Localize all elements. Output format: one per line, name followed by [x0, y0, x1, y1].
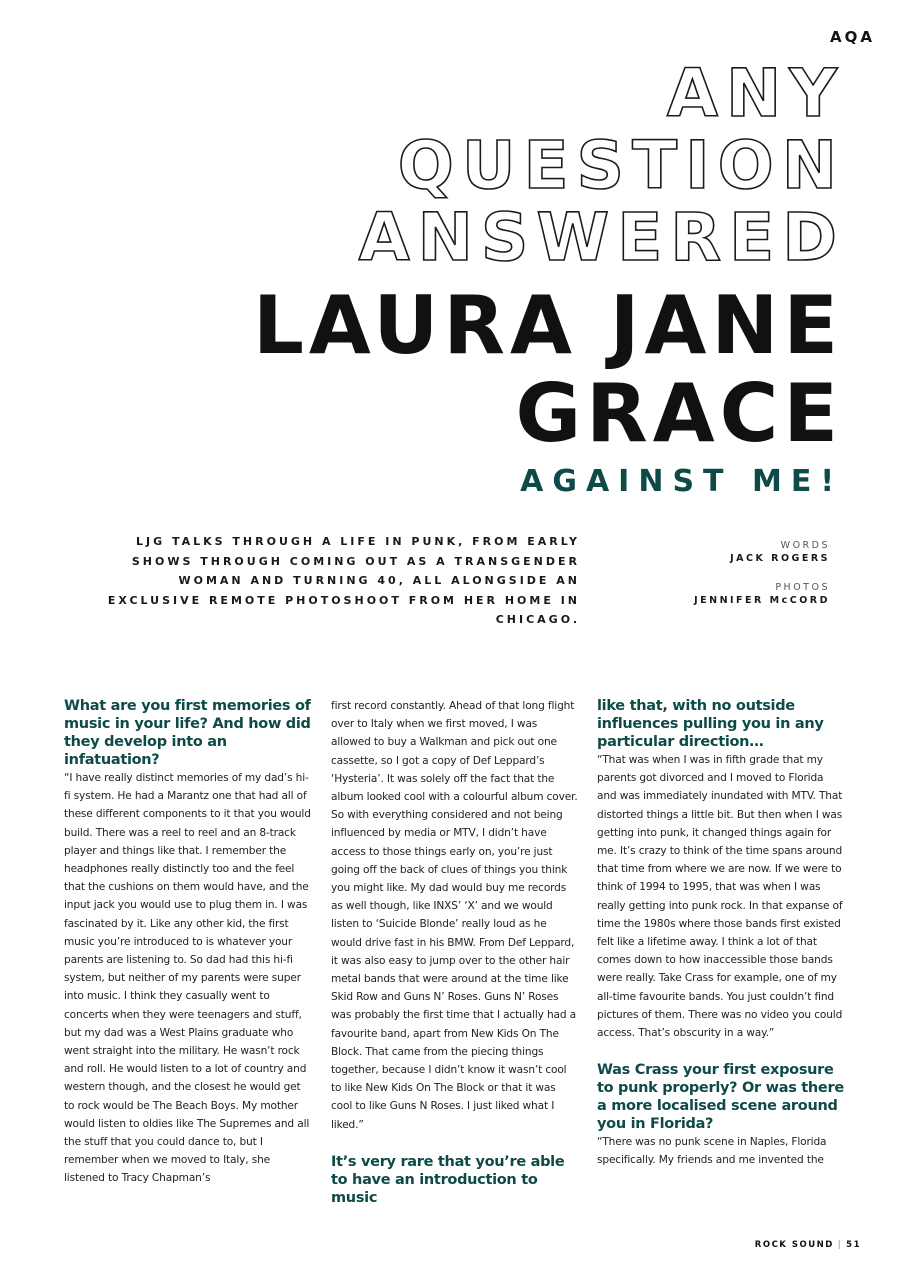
answer-1-continued: first record constantly. Ahead of that long flight over to Italy when we first moved, I was allowed to buy a Walkman and pick out one cassette, so I got a copy of Def Leppard’s ‘Hysteria’. It was solely off the fact that the album looked cool with a colourful album cover. So with everything considered and not being influenced by media or MTV, I didn’t have access to those things early on, you’re just going off the back of clues of things you think you might like. My dad would buy me records as well though, like INXS’ ‘X’ and we would listen to ‘Suicide Blonde’ really loud as he would drive fast in his BMW. From Def Leppard, it was also easy to jump over to the other hair metal bands that were around at the time like Skid Row and Guns N’ Roses. Guns N’ Roses was probably the first time that I actually had a favourite band, apart from New Kids On The Block. That came from the piecing things together, because I didn’t know it wasn’t cool to like New Kids On The Block or that it was cool to like Guns N Roses. I just liked what I liked.”	[331, 700, 578, 1131]
credits	[630, 539, 830, 623]
answer-2: “That was when I was in fifth grade that my parents got divorced and I moved to Florida and was immediately inundated with MTV. That distorted things a little bit. But then when I was getting into punk, it changed things again for me. It’s crazy to think of the time spans around that time from where we are now. If we were to think of 1994 to 1995, that was when I was really getting into punk rock. In that expanse of time the 1980s where those bands first existed felt like a lifetime away. I think a lot of that comes down to how inaccessible those bands were really. Take Crass for example, one of my all-time favourite bands. You just couldn’t find pictures of them. There was no video you could access. That’s obscurity in a way.”	[597, 754, 843, 1040]
answer-3: “There was no punk scene in Naples, Florida specifically. My friends and me invented the	[597, 1136, 827, 1167]
page-number: 51	[846, 1240, 861, 1250]
credit-words-label: WORDS	[780, 540, 830, 551]
question-3: Was Crass your first exposure to punk properly? Or was there a more localised scene around you in Florida?	[597, 1062, 844, 1133]
footer-separator: |	[837, 1240, 843, 1250]
article-column-1	[64, 697, 312, 1188]
headline-name-line: LAURA JANE	[252, 279, 843, 372]
article-column-3	[597, 697, 845, 1170]
page-footer	[755, 1240, 861, 1250]
headline-name-line: GRACE	[515, 367, 843, 460]
question-1: What are you first memories of music in your life? And how did they develop into an infatuation?	[64, 698, 311, 768]
credit-photos-label: PHOTOS	[775, 582, 830, 593]
band-name: AGAINST ME!	[520, 464, 843, 499]
credit-words	[630, 539, 830, 565]
article-column-2	[331, 697, 579, 1207]
headline-outline-line: QUESTION	[397, 127, 845, 204]
credit-photos-name: JENNIFER McCORD	[694, 595, 830, 606]
question-2: It’s very rare that you’re able to have an introduction to music	[331, 1153, 565, 1206]
headline-outline-line: ANSWERED	[358, 199, 845, 276]
credit-photos	[630, 581, 830, 607]
standfirst: LJG TALKS THROUGH A LIFE IN PUNK, FROM EARLY SHOWS THROUGH COMING OUT AS A TRANSGENDER WOMAN AND TURNING 40, ALL ALONGSIDE AN EXCLUSIVE REMOTE PHOTOSHOOT FROM HER HOME IN CHICAGO.	[107, 535, 580, 626]
section-tag: AQA	[830, 28, 875, 46]
credit-words-name: JACK ROGERS	[730, 553, 830, 564]
headline-outline	[25, 55, 845, 276]
answer-1: “I have really distinct memories of my dad’s hi-fi system. He had a Marantz one that had all of these different components to it that you would build. There was a reel to reel and an 8-track player and things like that. I remember the headphones really distinctly too and the feel that the cushions on them would have, and the input jack you would use to plug them in. I was fascinated by it. Like any other kid, the first music you’re introduced to is whatever your parents are listening to. So dad had this hi-fi system, but neither of my parents were super into music. I think they casually went to concerts when they were teenagers and stuff, but my dad was a West Plains graduate who went straight into the military. He wasn’t rock and roll. He would listen to a lot of country and western though, and the closest he would get to rock would be The Beach Boys. My mother would listen to oldies like The Supremes and all the stuff that you could dance to, but I remember when we moved to Italy, she listened to Tracy Chapman’s	[64, 772, 311, 1185]
question-2-continued: like that, with no outside influences pulling you in any particular direction…	[597, 698, 824, 750]
headline-name	[23, 279, 843, 460]
magazine-name: ROCK SOUND	[754, 1240, 834, 1250]
headline-outline-line: ANY	[666, 55, 845, 132]
